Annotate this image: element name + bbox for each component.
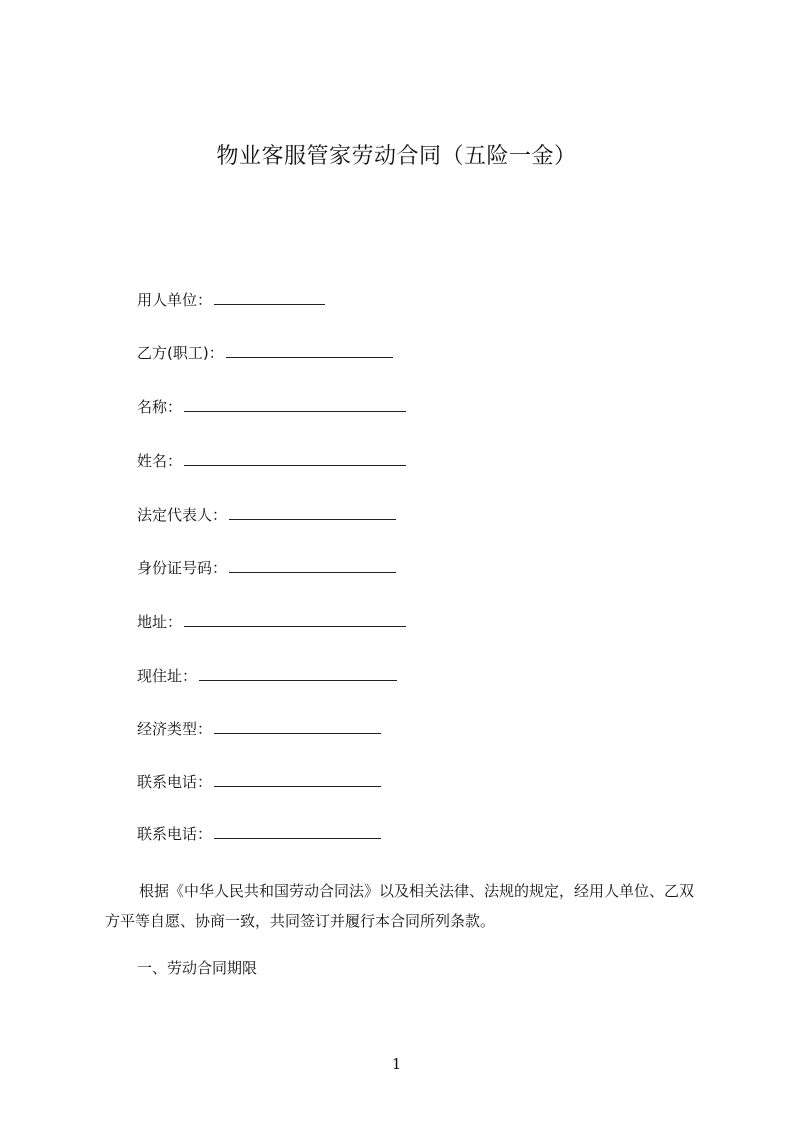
address-blank[interactable]	[184, 611, 406, 627]
person-name-field	[137, 450, 406, 472]
current-address-label: 现住址：	[137, 667, 198, 685]
company-name-label: 名称：	[137, 398, 183, 416]
phone-label-2: 联系电话：	[137, 825, 213, 843]
company-name-blank[interactable]	[184, 396, 406, 412]
legal-rep-blank[interactable]	[229, 504, 396, 520]
employer-blank[interactable]	[214, 289, 325, 305]
employee-label: 乙方(职工)：	[137, 344, 224, 362]
document-title: 物业客服管家劳动合同（五险一金）	[216, 144, 577, 169]
current-address-field	[137, 665, 397, 687]
id-number-label: 身份证号码：	[137, 559, 228, 577]
id-number-field	[137, 557, 396, 579]
economic-type-blank[interactable]	[214, 718, 381, 734]
person-name-label: 姓名：	[137, 452, 183, 470]
phone-field-2	[137, 823, 381, 845]
phone-label-1: 联系电话：	[137, 773, 213, 791]
address-label: 地址：	[137, 613, 183, 631]
employer-field	[137, 289, 325, 311]
economic-type-label: 经济类型：	[137, 720, 213, 738]
legal-rep-label: 法定代表人：	[137, 506, 228, 524]
employee-blank[interactable]	[226, 342, 393, 358]
phone-field-1	[137, 771, 381, 793]
address-field	[137, 611, 406, 633]
employee-field	[137, 342, 393, 364]
person-name-blank[interactable]	[184, 450, 406, 466]
legal-rep-field	[137, 504, 396, 526]
company-name-field	[137, 396, 406, 418]
phone-blank-2[interactable]	[214, 823, 381, 839]
id-number-blank[interactable]	[229, 557, 396, 573]
phone-blank-1[interactable]	[214, 771, 381, 787]
employer-label: 用人单位：	[137, 291, 213, 309]
intro-paragraph: 根据《中华人民共和国劳动合同法》以及相关法律、法规的规定，经用人单位、乙双方平等自愿、协商一致，共同签订并履行本合同所列条款。	[105, 882, 695, 930]
current-address-blank[interactable]	[199, 665, 397, 681]
economic-type-field	[137, 718, 381, 740]
section-heading: 一、劳动合同期限	[137, 959, 258, 977]
page-number: 1	[391, 1055, 402, 1073]
